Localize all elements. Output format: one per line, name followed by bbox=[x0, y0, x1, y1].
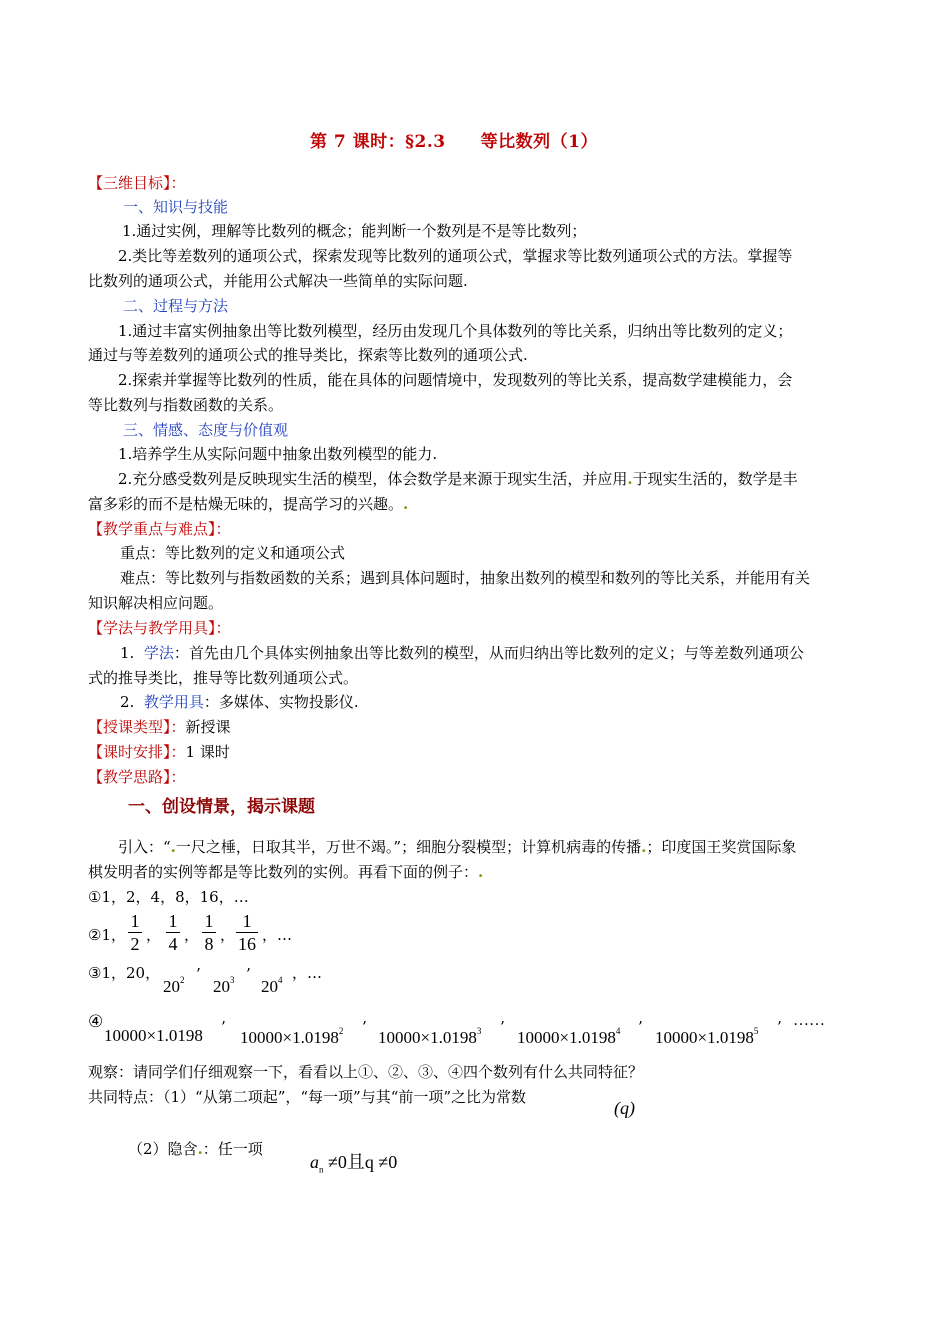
methods-heading: 【学法与教学用具】： bbox=[88, 619, 231, 637]
process-item-2-line-1: 2.探索并掌握等比数列的性质，能在具体的问题情境中，发现数列的等比关系，提高数学建模能力，会 bbox=[118, 371, 793, 389]
comma: ， bbox=[184, 926, 200, 944]
emotion-item-1: 1.培养学生从实际问题中抽象出数列模型的能力. bbox=[118, 445, 438, 463]
knowledge-item-2-line-1: 2.类比等差数列的通项公式，探索发现等比数列的通项公式，掌握求等比数列通项公式的方法。掌握等 bbox=[118, 247, 793, 265]
example-2-fraction: 1 16 bbox=[238, 911, 256, 954]
key-point-difficulty-line-1: 难点：等比数列与指数函数的关系；遇到具体问题时，抽象出数列的模型和数列的等比关系，并能用有关 bbox=[120, 569, 811, 587]
nonzero-condition: $a_n \ne 0$且q ≠0 bbox=[310, 1152, 398, 1175]
example-2-prefix: ②1， bbox=[88, 926, 126, 944]
example-2-fraction: 1 8 bbox=[202, 911, 216, 954]
key-point-difficulty-line-2: 知识解决相应问题。 bbox=[88, 594, 224, 612]
knowledge-item-1: 1.通过实例，理解等比数列的概念；能判断一个数列是不是等比数列； bbox=[122, 222, 587, 240]
example-4-term: $10000\times 1.0198^5$ bbox=[655, 1026, 759, 1047]
comma: ’ bbox=[777, 1018, 782, 1036]
example-3-term: $20^4$ bbox=[261, 975, 283, 996]
emotion-item-2-line-1: 2.充分感受数列是反映现实生活的模型，体会数学是来源于现实生活，并应用.于现实生活的，数学是丰 bbox=[118, 470, 798, 488]
process-item-1-line-1: 1.通过丰富实例抽象出等比数列模型，经历由发现几个具体数列的等比关系，归纳出等比数列的定义； bbox=[118, 322, 793, 340]
methods-item-1-line-2: 式的推导类比，推导等比数列通项公式。 bbox=[88, 669, 359, 687]
comma: ’ bbox=[221, 1018, 226, 1036]
observe-text: 观察：请同学们仔细观察一下，看看以上①、②、③、④四个数列有什么共同特征？ bbox=[88, 1063, 644, 1081]
ideas-heading: 【教学思路】： bbox=[88, 768, 186, 786]
example-1: ①1，2，4，8，16，… bbox=[88, 888, 249, 906]
methods-item-1-line-1: 1. 学法：首先由几个具体实例抽象出等比数列的模型，从而归纳出等比数列的定义；与等差数列通项公 bbox=[120, 644, 804, 662]
comma: ’ bbox=[362, 1018, 367, 1036]
example-4-suffix: …… bbox=[793, 1012, 825, 1029]
example-3-term: $20^3$ bbox=[213, 975, 235, 996]
emotion-heading: 三、情感、态度与价值观 bbox=[123, 421, 289, 439]
comma: ’ bbox=[638, 1018, 643, 1036]
page-title: 第 7 课时：§2.3 等比数列（1） bbox=[310, 132, 598, 152]
example-3-suffix: ，… bbox=[292, 964, 323, 982]
knowledge-heading: 一、知识与技能 bbox=[123, 198, 229, 216]
key-points-heading: 【教学重点与难点】： bbox=[88, 520, 231, 538]
example-2-suffix: ，… bbox=[262, 926, 293, 944]
process-heading: 二、过程与方法 bbox=[123, 297, 229, 315]
example-3-prefix: ③1，20， bbox=[88, 964, 161, 982]
knowledge-item-2-line-2: 比数列的通项公式，并能用公式解决一些简单的实际问题. bbox=[88, 272, 468, 290]
intro-line-2: 棋发明者的实例等都是等比数列的实例。再看下面的例子：. bbox=[88, 863, 484, 881]
example-4-term: $10000\times 1.0198^4$ bbox=[517, 1026, 621, 1047]
example-4-term: $10000\times 1.0198^3$ bbox=[378, 1026, 482, 1047]
constant-q: (q) bbox=[614, 1098, 635, 1118]
objectives-heading: 【三维目标】： bbox=[88, 174, 186, 192]
key-point-focus: 重点：等比数列的定义和通项公式 bbox=[120, 544, 346, 562]
lesson-schedule: 【课时安排】：1 课时 bbox=[88, 743, 230, 761]
common-feature-2: （2）隐含.：任一项 bbox=[128, 1140, 263, 1158]
lesson-type: 【授课类型】：新授课 bbox=[88, 718, 231, 736]
process-item-2-line-2: 等比数列与指数函数的关系。 bbox=[88, 396, 284, 414]
example-2-fraction: 1 2 bbox=[128, 911, 142, 954]
emotion-item-2-line-2: 富多彩的而不是枯燥无味的，提高学习的兴趣。. bbox=[88, 495, 409, 513]
example-4-prefix: ④ bbox=[88, 1012, 104, 1032]
example-2-fraction: 1 4 bbox=[166, 911, 180, 954]
comma: ’ bbox=[196, 965, 201, 983]
example-4-term: 10000×1.0198 bbox=[104, 1026, 203, 1045]
comma: ， bbox=[146, 926, 162, 944]
common-feature-1: 共同特点：（1）“从第二项起”，“每一项”与其“前一项”之比为常数 bbox=[88, 1088, 527, 1106]
comma: ’ bbox=[246, 965, 251, 983]
example-4-term: $10000\times 1.0198^2$ bbox=[240, 1026, 344, 1047]
comma: ’ bbox=[500, 1018, 505, 1036]
process-item-1-line-2: 通过与等差数列的通项公式的推导类比，探索等比数列的通项公式. bbox=[88, 346, 528, 364]
example-3-term: $20^2$ bbox=[163, 975, 185, 996]
intro-line-1: 引入：“.一尺之棰，日取其半，万世不竭。”；细胞分裂模型；计算机病毒的传播.；印度国王奖赏国际象 bbox=[118, 838, 797, 856]
comma: ， bbox=[220, 926, 236, 944]
section-1-heading: 一、创设情景，揭示课题 bbox=[128, 797, 315, 817]
methods-item-2: 2. 教学用具：多媒体、实物投影仪. bbox=[120, 693, 359, 711]
